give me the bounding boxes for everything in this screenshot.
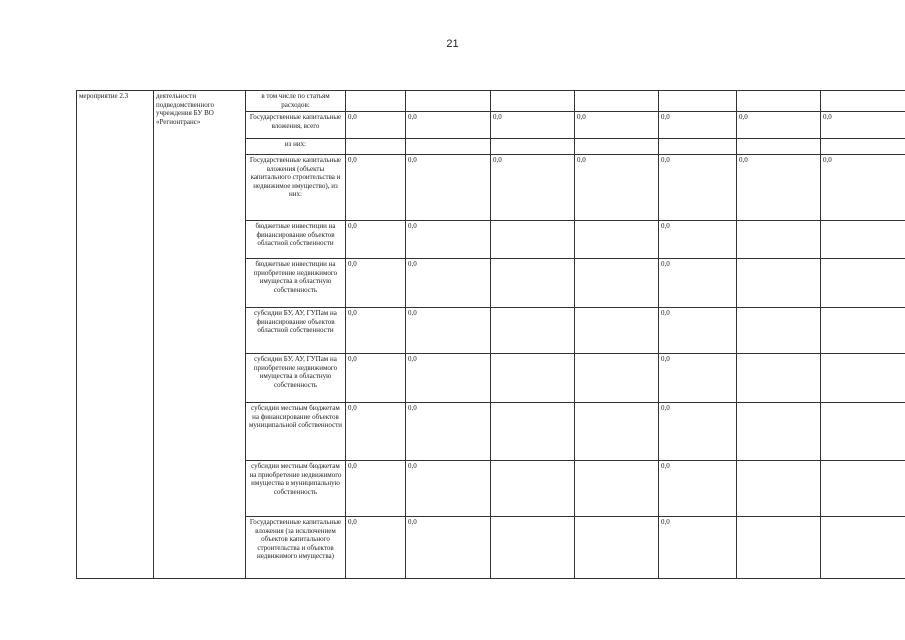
value-cell: [659, 91, 737, 112]
funding-source-cell: Государственные капитальные вложения (объекты капитального строительства и недвижимое имущество), из них:: [246, 155, 346, 221]
value-cell: 0,0: [346, 259, 406, 308]
value-cell: 0,0: [821, 112, 905, 139]
value-cell: 0,0: [346, 517, 406, 579]
value-cell: [737, 461, 821, 517]
value-cell: [737, 259, 821, 308]
value-cell: 0,0: [406, 461, 491, 517]
value-cell: [659, 139, 737, 155]
value-cell: 0,0: [346, 112, 406, 139]
value-cell: 0,0: [406, 403, 491, 461]
budget-table: [76, 90, 905, 579]
value-cell: 0,0: [659, 112, 737, 139]
value-cell: 0,0: [346, 354, 406, 403]
value-cell: [491, 259, 575, 308]
value-cell: [491, 139, 575, 155]
value-cell: 0,0: [406, 155, 491, 221]
value-cell: [491, 308, 575, 354]
funding-source-cell: бюджетные инвестиции на финансирование объектов областной собственности: [246, 221, 346, 259]
value-cell: [575, 461, 659, 517]
page-number: 21: [446, 38, 459, 50]
funding-source-cell: в том числе по статьям расходов:: [246, 91, 346, 112]
value-cell: [821, 139, 905, 155]
value-cell: [737, 308, 821, 354]
value-cell: 0,0: [406, 221, 491, 259]
value-cell: [737, 91, 821, 112]
value-cell: 0,0: [406, 259, 491, 308]
value-cell: [491, 221, 575, 259]
value-cell: 0,0: [491, 155, 575, 221]
funding-source-cell: бюджетные инвестиции на приобретение недвижимого имущества в областную собственность: [246, 259, 346, 308]
value-cell: 0,0: [491, 112, 575, 139]
value-cell: 0,0: [659, 461, 737, 517]
value-cell: 0,0: [346, 308, 406, 354]
value-cell: 0,0: [737, 112, 821, 139]
value-cell: [737, 221, 821, 259]
value-cell: [575, 517, 659, 579]
value-cell: [737, 139, 821, 155]
value-cell: 0,0: [821, 155, 905, 221]
value-cell: [575, 91, 659, 112]
value-cell: 0,0: [406, 308, 491, 354]
value-cell: [491, 403, 575, 461]
value-cell: 0,0: [346, 155, 406, 221]
table-row: [77, 91, 905, 112]
value-cell: [491, 517, 575, 579]
value-cell: [346, 91, 406, 112]
value-cell: [406, 139, 491, 155]
value-cell: 0,0: [406, 517, 491, 579]
funding-source-cell: субсидии местным бюджетам на финансирование объектов муниципальной собственности: [246, 403, 346, 461]
value-cell: [821, 461, 905, 517]
value-cell: [821, 354, 905, 403]
value-cell: 0,0: [406, 354, 491, 403]
value-cell: 0,0: [659, 259, 737, 308]
event-cell: мероприятие 2.3: [77, 91, 154, 579]
value-cell: 0,0: [346, 403, 406, 461]
funding-source-cell: субсидии БУ, АУ, ГУПам на приобретение недвижимого имущества в областную собственность: [246, 354, 346, 403]
value-cell: [491, 461, 575, 517]
value-cell: [406, 91, 491, 112]
value-cell: 0,0: [737, 155, 821, 221]
value-cell: 0,0: [346, 461, 406, 517]
funding-source-cell: субсидии местным бюджетам на приобретение недвижимого имущества в муниципальную собственность: [246, 461, 346, 517]
value-cell: 0,0: [659, 155, 737, 221]
value-cell: 0,0: [659, 354, 737, 403]
value-cell: 0,0: [406, 112, 491, 139]
value-cell: 0,0: [575, 155, 659, 221]
value-cell: 0,0: [659, 221, 737, 259]
value-cell: [575, 308, 659, 354]
value-cell: [737, 354, 821, 403]
value-cell: [737, 403, 821, 461]
value-cell: [821, 221, 905, 259]
funding-source-cell: Государственные капитальные вложения, всего: [246, 112, 346, 139]
value-cell: 0,0: [575, 112, 659, 139]
value-cell: [491, 91, 575, 112]
funding-source-cell: субсидии БУ, АУ, ГУПам на финансирование объектов областной собственности: [246, 308, 346, 354]
value-cell: [346, 139, 406, 155]
value-cell: [821, 259, 905, 308]
value-cell: 0,0: [659, 308, 737, 354]
value-cell: [575, 354, 659, 403]
value-cell: [737, 517, 821, 579]
value-cell: [821, 91, 905, 112]
value-cell: 0,0: [346, 221, 406, 259]
value-cell: [491, 354, 575, 403]
value-cell: [575, 403, 659, 461]
value-cell: [575, 259, 659, 308]
value-cell: [821, 517, 905, 579]
value-cell: 0,0: [659, 403, 737, 461]
value-cell: [821, 403, 905, 461]
value-cell: [575, 139, 659, 155]
value-cell: [821, 308, 905, 354]
value-cell: [575, 221, 659, 259]
executor-cell: деятельности подведомственного учреждения БУ ВО «Регионтранс»: [154, 91, 246, 579]
value-cell: 0,0: [659, 517, 737, 579]
funding-source-cell: из них:: [246, 139, 346, 155]
funding-source-cell: Государственные капитальные вложения (за исключением объектов капитального строительства и объектов недвижимого имущества): [246, 517, 346, 579]
